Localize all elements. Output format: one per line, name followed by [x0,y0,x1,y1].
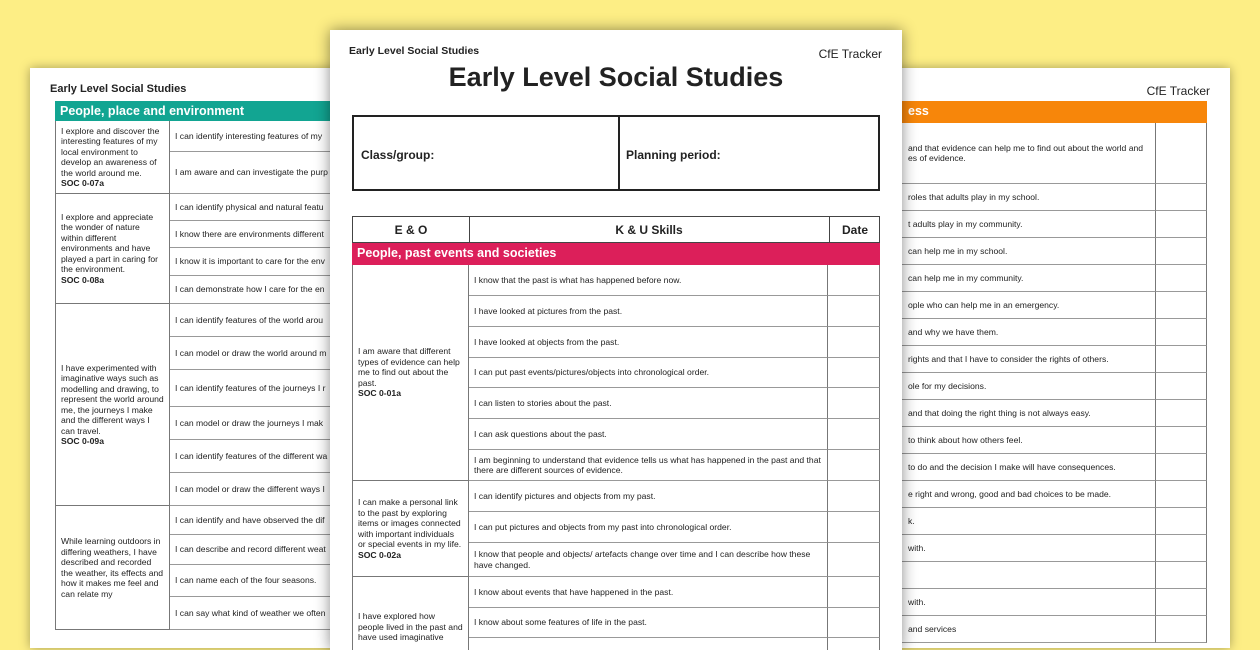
eo-code: SOC 0-09a [61,436,104,446]
date-cell [1156,562,1207,589]
skill-row: I can describe and record different weat [170,535,350,565]
skill-row: I can model or draw the world around m [170,337,350,370]
tracker-label: CfE Tracker [818,47,882,61]
date-cell [828,577,880,608]
skill-row: I can identify interesting features of my [170,121,350,152]
date-cell [1156,535,1207,562]
skill-row: I know about events that have happened in the past. [469,577,828,608]
tracker-label: CfE Tracker [1146,84,1210,98]
skill-row: I can identify features of the world arou [170,304,350,337]
center-document-page [330,30,902,650]
skill-row: I can listen to stories about the past. [469,388,828,419]
skill-row: I have looked at pictures from the past. [469,296,828,327]
skill-row: to do and the decision I make will have consequences. [906,454,1156,481]
skill-row: can help me in my community. [906,265,1156,292]
eo-cell [352,577,469,650]
skill-row: I can identify features of the different wa [170,440,350,473]
skill-row: I am beginning to understand that evidence tells us what has happened in the past and that there are different sources of evidence. [469,450,828,481]
skill-row: rights and that I have to consider the rights of others. [906,346,1156,373]
skill-row: I can ask questions about the past. [469,419,828,450]
skill-row: roles that adults play in my school. [906,184,1156,211]
skill-row: I can identify and have observed the dif [170,506,350,535]
eo-text: I am aware that different types of evidence can help me to find out about the past. SOC 0-01a [358,346,463,399]
skill-row: I can identify physical and natural featu [170,194,350,221]
skill-row [906,562,1156,589]
date-cell [1156,319,1207,346]
eo-cell [55,194,170,304]
page-title: Early Level Social Studies [448,62,784,92]
eo-cell [352,265,469,481]
skill-row: k. [906,508,1156,535]
eo-code: SOC 0-02a [358,549,401,560]
date-cell [1156,211,1207,238]
eo-code: SOC 0-08a [61,274,104,285]
page-title: Early Level Social Studies [50,83,187,95]
column-date: Date [841,223,868,237]
section-header: People, place and environment [55,101,350,121]
section-header: ess [880,101,1207,123]
date-cell [1156,508,1207,535]
eo-text: I can make a personal link to the past by exploring items or images connected with important individuals or special events in my life. SOC 0-02a [358,497,462,560]
skill-row: t adults play in my community. [906,211,1156,238]
column-ku-skills: K & U Skills [615,223,683,237]
skill-row: I know that people and objects/ artefacts change over time and I can describe how these have changed. [469,543,828,577]
skill-row: and that evidence can help me to find out about the world and es of evidence. [906,123,1156,184]
date-cell [1156,238,1207,265]
date-cell [828,296,880,327]
skill-row: I can demonstrate how I care for the en [170,276,350,304]
skill-row: I can put past events/pictures/objects into chronological order. [469,358,828,388]
eo-cell [55,506,170,630]
skill-row: to think about how others feel. [906,427,1156,454]
eo-text: I have explored how people lived in the past and have used imaginative [358,611,463,643]
skill-row: I can say what kind of weather we often [170,597,350,630]
skill-row: I have looked at objects from the past. [469,327,828,358]
date-cell [828,481,880,512]
eo-code: SOC 0-01a [358,388,401,399]
date-cell [1156,265,1207,292]
skill-row: with. [906,535,1156,562]
skill-row: I can model or draw the different ways I [170,473,350,506]
eo-cell [55,121,170,194]
page-subtitle: Early Level Social Studies [349,45,480,57]
date-cell [1156,481,1207,508]
skill-row: I am aware and can investigate the purp [170,152,350,194]
skill-row: I can put pictures and objects from my past into chronological order. [469,512,828,543]
class-group-label: Class/group: [361,148,435,162]
date-cell [1156,400,1207,427]
skill-row: ole for my decisions. [906,373,1156,400]
date-cell [828,450,880,481]
skill-row: ople who can help me in an emergency. [906,292,1156,319]
eo-text: I explore and appreciate the wonder of nature within different environments and have played a part in caring for the environment. SOC 0-08a [61,212,164,286]
date-cell [828,265,880,296]
planning-period-label: Planning period: [626,148,721,162]
section-header: People, past events and societies [352,243,880,265]
right-document-page [880,68,1230,648]
date-cell [1156,184,1207,211]
eo-text: I explore and discover the interesting features of my local environment to develop an awareness of the world around me. SOC 0-07a [61,126,164,189]
date-cell [828,358,880,388]
eo-code: SOC 0-07a [61,178,104,188]
eo-text: While learning outdoors in differing weathers, I have described and recorded the weather, its effects and how it makes me feel and can relate my [61,536,164,599]
date-cell [1156,292,1207,319]
date-cell [828,419,880,450]
skill-row: I know there are environments different [170,221,350,248]
left-document-page [30,68,350,648]
column-eo: E & O [394,223,428,237]
date-cell [1156,454,1207,481]
eo-cell [55,304,170,506]
skill-row: and services [906,616,1156,643]
date-cell [1156,123,1207,184]
date-cell [828,512,880,543]
skill-row: and that doing the right thing is not always easy. [906,400,1156,427]
date-cell [828,608,880,638]
eo-cell [352,481,469,577]
date-cell [828,638,880,650]
skill-row: e right and wrong, good and bad choices to be made. [906,481,1156,508]
skill-row: I can model or draw the journeys I mak [170,407,350,440]
skill-row [469,638,828,650]
skill-row: can help me in my school. [906,238,1156,265]
date-cell [828,388,880,419]
eo-text: I have experimented with imaginative ways such as modelling and drawing, to represent the world around me, the journeys I make and the different ways I can travel. SOC 0-09a [61,362,164,446]
date-cell [1156,427,1207,454]
skill-row: I know about some features of life in the past. [469,608,828,638]
table-header [352,216,880,243]
skill-row: I can identify features of the journeys I r [170,370,350,407]
skill-row: with. [906,589,1156,616]
date-cell [828,543,880,577]
date-cell [1156,346,1207,373]
skill-row: I can identify pictures and objects from my past. [469,481,828,512]
skill-row: and why we have them. [906,319,1156,346]
skill-row: I know that the past is what has happened before now. [469,265,828,296]
date-cell [828,327,880,358]
date-cell [1156,373,1207,400]
skill-row: I know it is important to care for the env [170,248,350,276]
skill-row: I can name each of the four seasons. [170,565,350,597]
class-planning-box [352,115,880,191]
date-cell [1156,589,1207,616]
